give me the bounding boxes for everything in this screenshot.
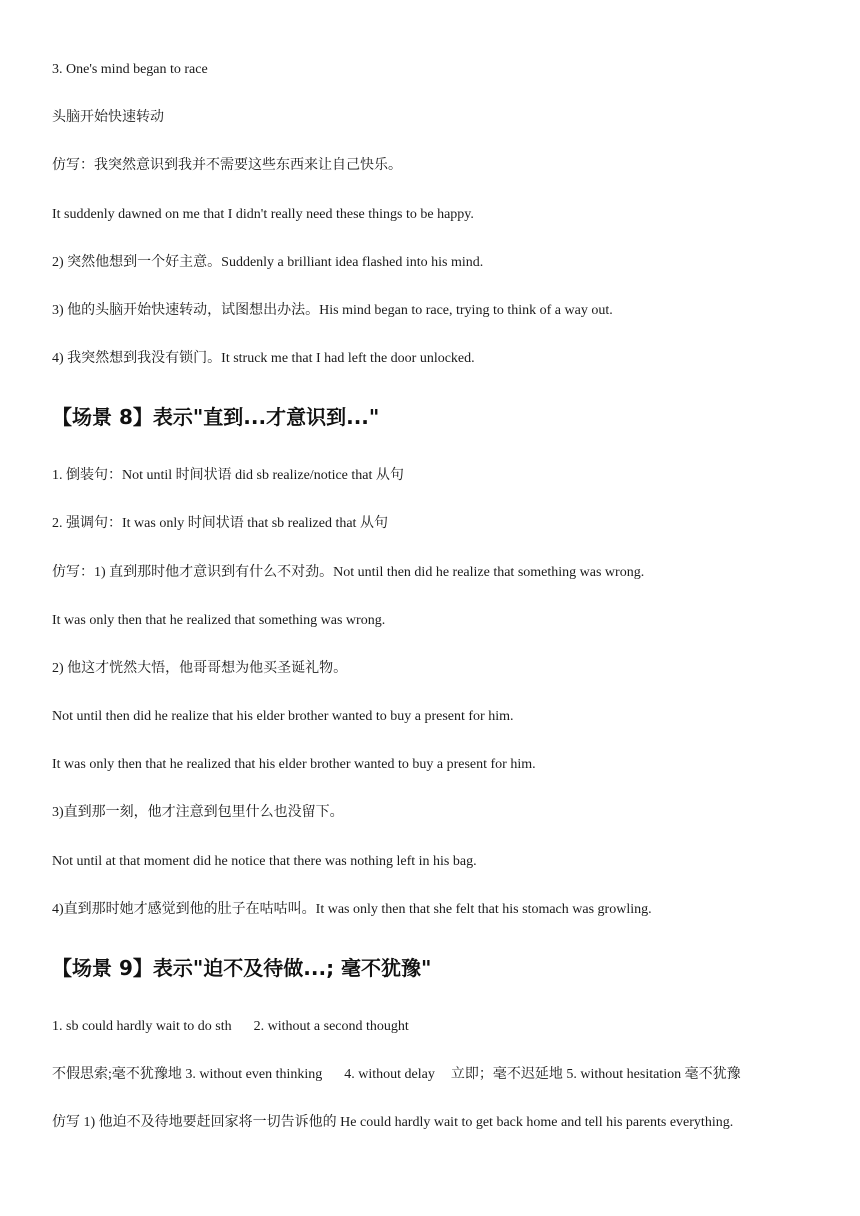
scene-9-heading: 【场景 9】表示"迫不及待做...; 毫不犹豫" [52,956,432,980]
scene-8-example-2-en-b: It was only then that he realized that his elder brother wanted to buy a present for him. [52,757,536,772]
phrase-could-hardly-wait: 1. sb could hardly wait to do sth [52,1019,232,1034]
scene-8-example-3-en: Not until at that moment did he notice that there was nothing left in his bag. [52,854,477,869]
scene-9-example-1: 仿写 1) 他迫不及待地要赶回家将一切告诉他的 He could hardly wait to get back home and tell his parents everything. [52,1115,734,1130]
scene-8-rule-1: 1. 倒装句：Not until 时间状语 did sb realize/notice that 从句 [52,468,404,483]
item3-chinese: 头脑开始快速转动 [52,110,164,125]
scene-8-example-1-cn: 仿写：1) 直到那时他才意识到有什么不对劲。Not until then did he realize that something was wrong. [52,565,645,580]
example-4: 4) 我突然想到我没有锁门。It struck me that I had left the door unlocked. [52,351,475,366]
scene-8-example-4: 4)直到那时她才感觉到他的肚子在咕咕叫。It was only then that she felt that his stomach was growling. [52,902,652,917]
phrase-without-second-thought: 2. without a second thought [253,1019,409,1034]
scene-8-example-2-cn: 2) 他这才恍然大悟，他哥哥想为他买圣诞礼物。 [52,661,348,676]
example-2: 2) 突然他想到一个好主意。Suddenly a brilliant idea flashed into his mind. [52,255,484,270]
scene-8-example-1-en: It was only then that he realized that something was wrong. [52,613,386,628]
phrase-without-even-thinking: 不假思索;毫不犹豫地 3. without even thinking [52,1067,323,1082]
scene-9-list-row-2 [52,1066,741,1084]
scene-9-list-row-1 [52,1018,409,1036]
phrase-without-delay: 4. without delay [344,1067,435,1082]
imitation-answer: It suddenly dawned on me that I didn't really need these things to be happy. [52,207,474,222]
item3-title: 3. One's mind began to race [52,62,208,77]
scene-8-example-3-cn: 3)直到那一刻，他才注意到包里什么也没留下。 [52,805,344,820]
scene-8-rule-2: 2. 强调句：It was only 时间状语 that sb realized that 从句 [52,516,388,531]
scene-8-example-2-en-a: Not until then did he realize that his elder brother wanted to buy a present for him. [52,709,514,724]
imitation-prompt: 仿写：我突然意识到我并不需要这些东西来让自己快乐。 [52,158,402,173]
example-3: 3) 他的头脑开始快速转动，试图想出办法。His mind began to race, trying to think of a way out. [52,303,613,318]
scene-8-heading: 【场景 8】表示"直到...才意识到..." [52,405,380,429]
phrase-without-hesitation: 立即；毫不迟延地 5. without hesitation 毫不犹豫 [450,1067,741,1082]
